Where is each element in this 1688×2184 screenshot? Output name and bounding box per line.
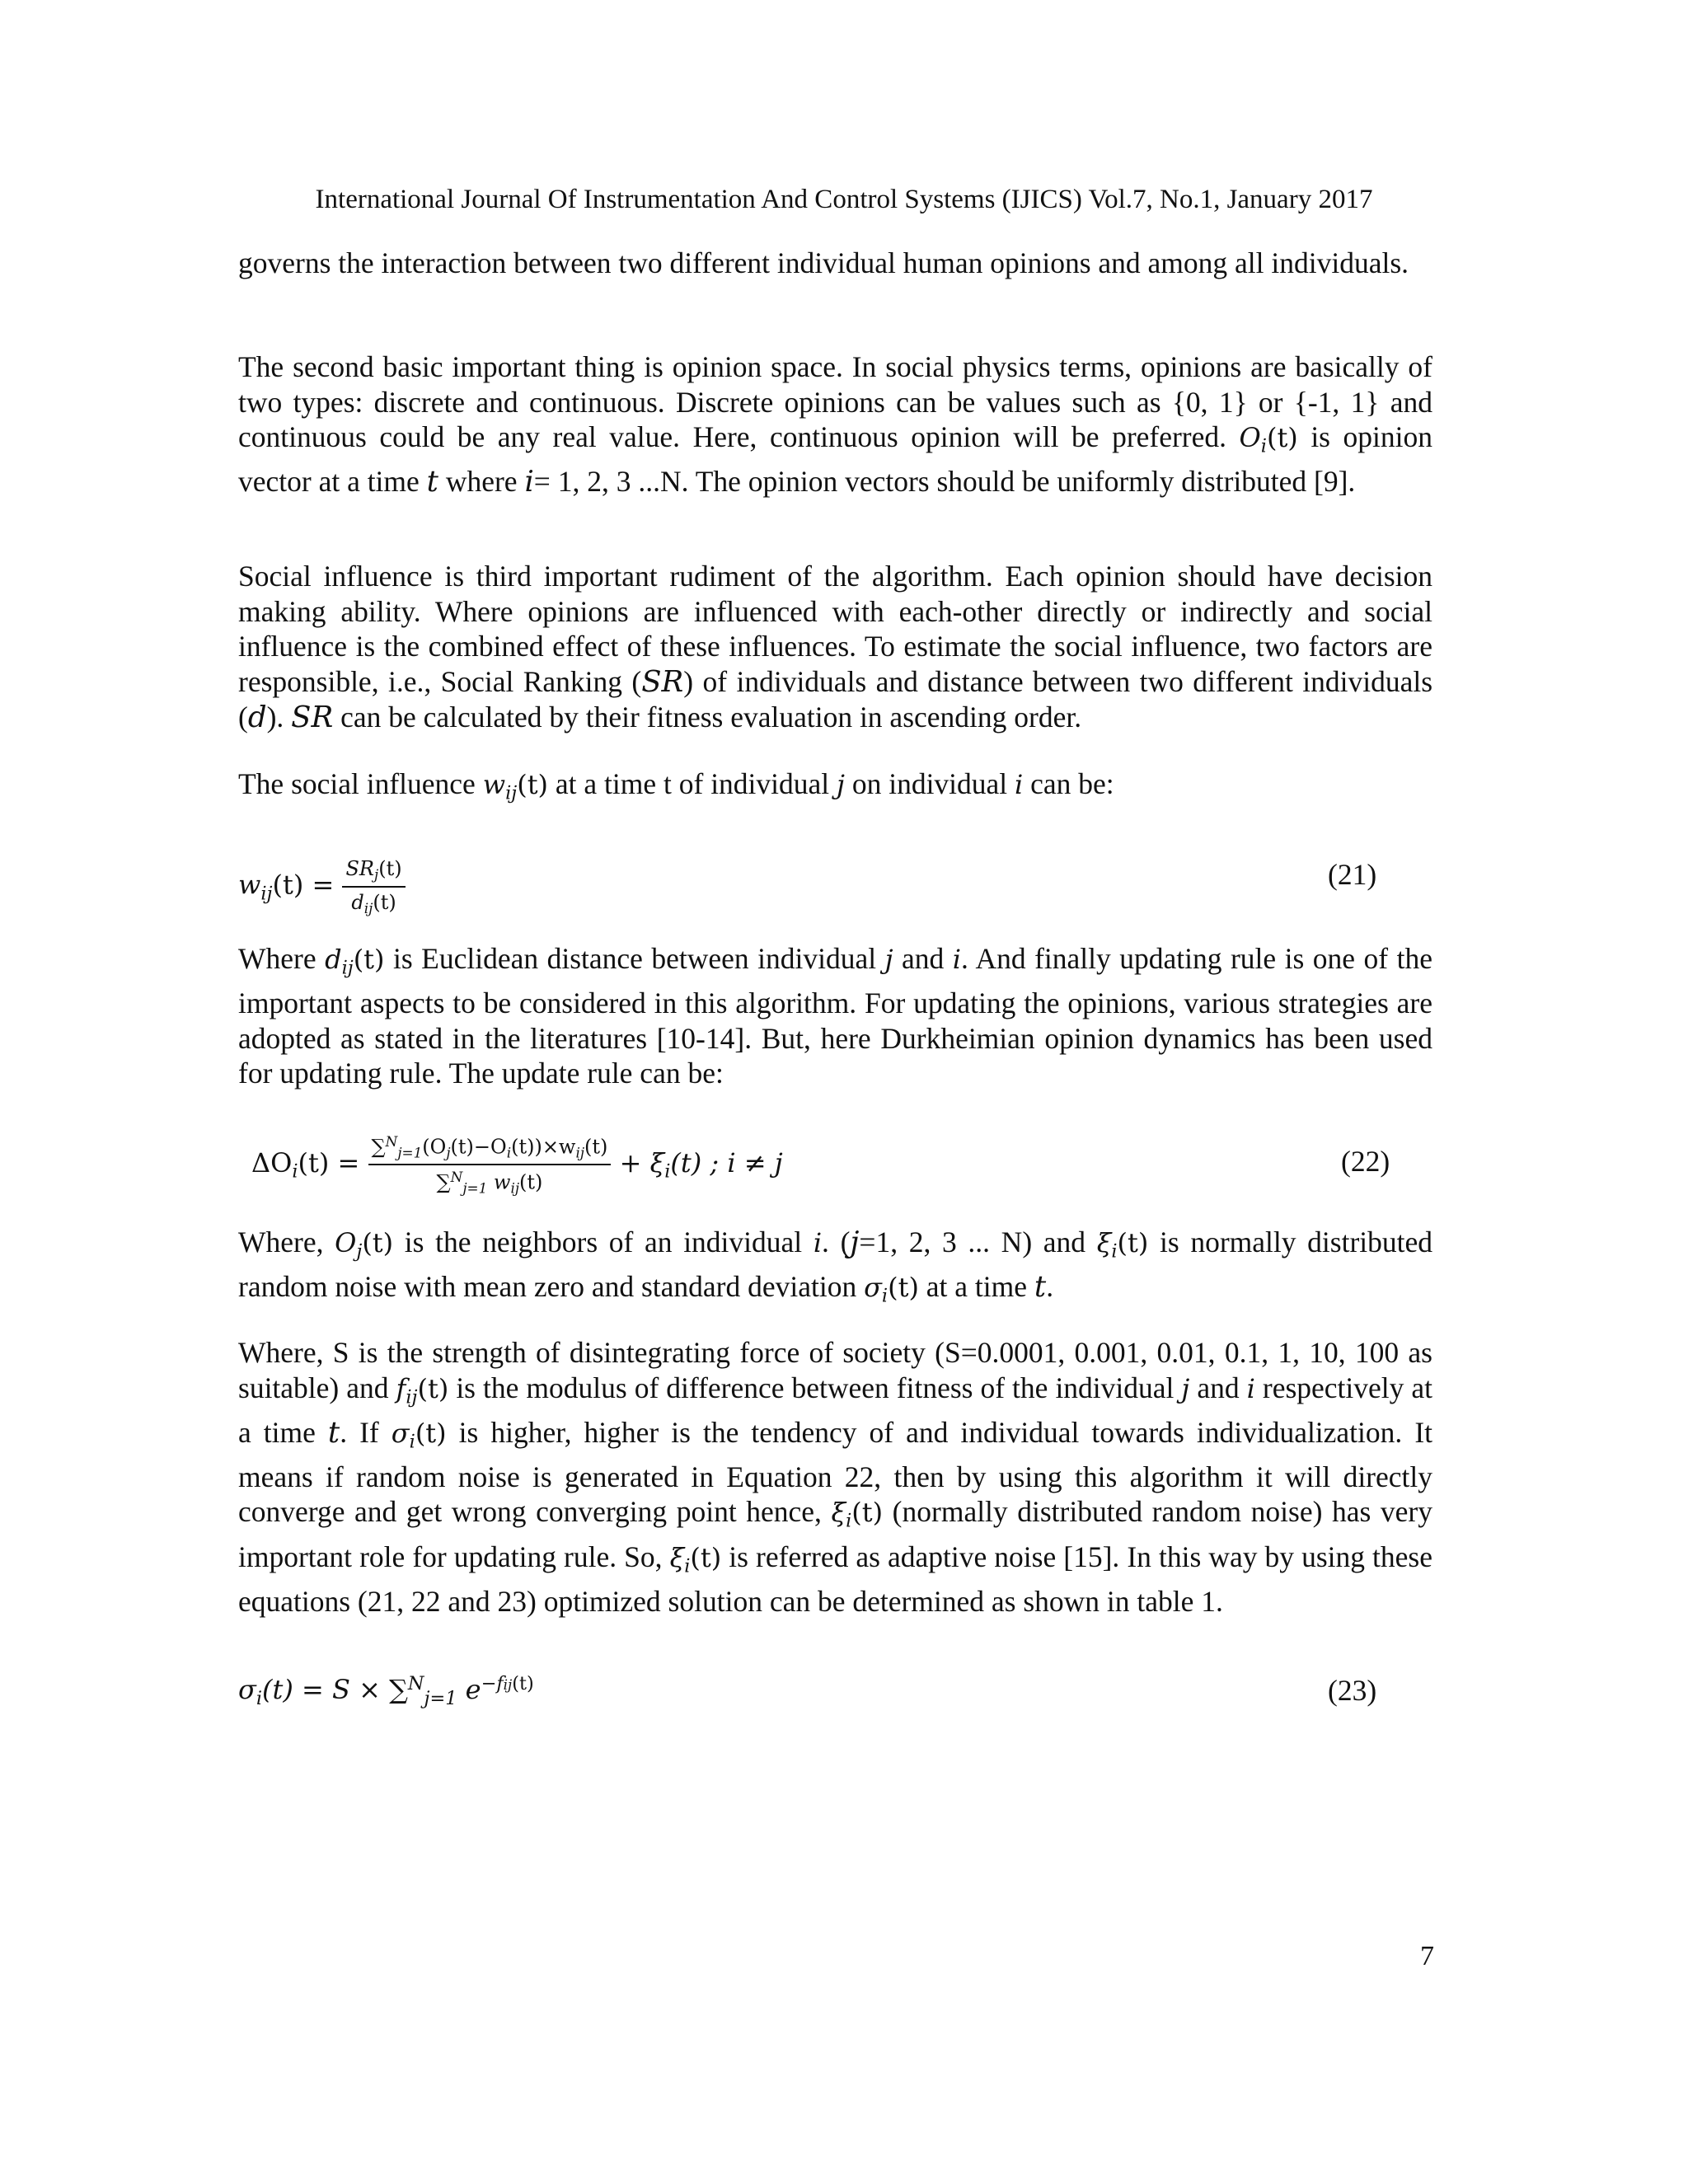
equation-21: $w_{ij}(t)$ = $\frac{SR_j(t)}{d_{ij}(t)}$ (21)	[238, 857, 1377, 917]
fraction-21: $\frac{SR_j(t)}{d_{ij}(t)}$	[342, 857, 405, 916]
equation-23: $\sigma_i(t) = S \times \sum^N_{j=1}$ $e^{-fij(t)}$ (23)	[238, 1673, 1377, 1709]
equation-number-23: (23)	[1328, 1674, 1377, 1707]
paragraph-4: The social influence $w_{ij}(t)$ at a time t of individual j on individual i can be:	[238, 767, 1114, 804]
paragraph-3: Social influence is third important rudiment of the algorithm. Each opinion should have decision making ability. Where opinions are influenced with each-other directly or indirectly and social influence is the combined effect of these influences. To estimate the social influence, two factors are responsible, i.e., Social Ranking (SR) of individuals and distance between two different individuals (d). SR can be calculated by their fitness evaluation in ascending order.	[238, 560, 1433, 734]
paragraph-1: governs the interaction between two different individual human opinions and among all individuals.	[238, 246, 1409, 279]
equation-number-21: (21)	[1328, 858, 1377, 891]
fraction-22: $\frac{\sum^N_{j=1}(O_j(t)-O_i(t))\times w_{ij}(t)}{\sum^N_{j=1} w_{ij}(t)}$	[368, 1133, 612, 1197]
symbol-o-i-t: $O_i(t)$	[1239, 422, 1298, 457]
running-header: International Journal Of Instrumentation And Control Systems (IJICS) Vol.7, No.1, January 2017	[315, 185, 1373, 214]
paragraph-2: The second basic important thing is opinion space. In social physics terms, opinions are basically of two types: discrete and continuous. Discrete opinions can be values such as {0, 1} or {-1, 1} and continuous could be any real value. Here, continuous opinion will be preferred. $O_i(t)$ is opinion vector at a time t where i= 1, 2, 3 ...N. The opinion vectors should be uniformly distributed [9].	[238, 350, 1432, 499]
paragraph-7: Where, S is the strength of disintegrating force of society (S=0.0001, 0.001, 0.01, 0.1, 1, 10, 100 as suitable) and $f_{ij}(t)$ is the modulus of difference between fitness of the individual j and i respectively at a time t. If $\sigma_i(t)$ is higher, higher is the tendency of and individual towards individualization. It means if random noise is generated in Equation 22, then by using this algorithm it will directly converge and get wrong converging point hence, $\xi_i(t)$ (normally distributed random noise) has very important role for updating rule. So, $\xi_i(t)$ is referred as adaptive noise [15]. In this way by using these equations (21, 22 and 23) optimized solution can be determined as shown in table 1.	[238, 1336, 1433, 1618]
page-number: 7	[1420, 1941, 1434, 1971]
paragraph-6: Where, $O_j(t)$ is the neighbors of an individual i. (j=1, 2, 3 ... N) and $\xi_i(t)$ is normally distributed random noise with mean zero and standard deviation $\sigma_i(t)$ at a time t.	[238, 1226, 1432, 1307]
equation-22: $\Delta O_i(t)$ = $\frac{\sum^N_{j=1}(O_j(t)-O_i(t))\times w_{ij}(t)}{\sum^N_{j=1} w_{ij}(t)}$ + $\xi_i(t)$ ; i ≠ j (22)	[251, 1133, 1390, 1197]
equation-number-22: (22)	[1341, 1145, 1390, 1178]
paragraph-5: Where $d_{ij}(t)$ is Euclidean distance between individual j and i. And finally updating rule is one of the important aspects to be considered in this algorithm. For updating the opinions, various strategies are adopted as stated in the literatures [10-14]. But, here Durkheimian opinion dynamics has been used for updating rule. The update rule can be:	[238, 942, 1432, 1090]
